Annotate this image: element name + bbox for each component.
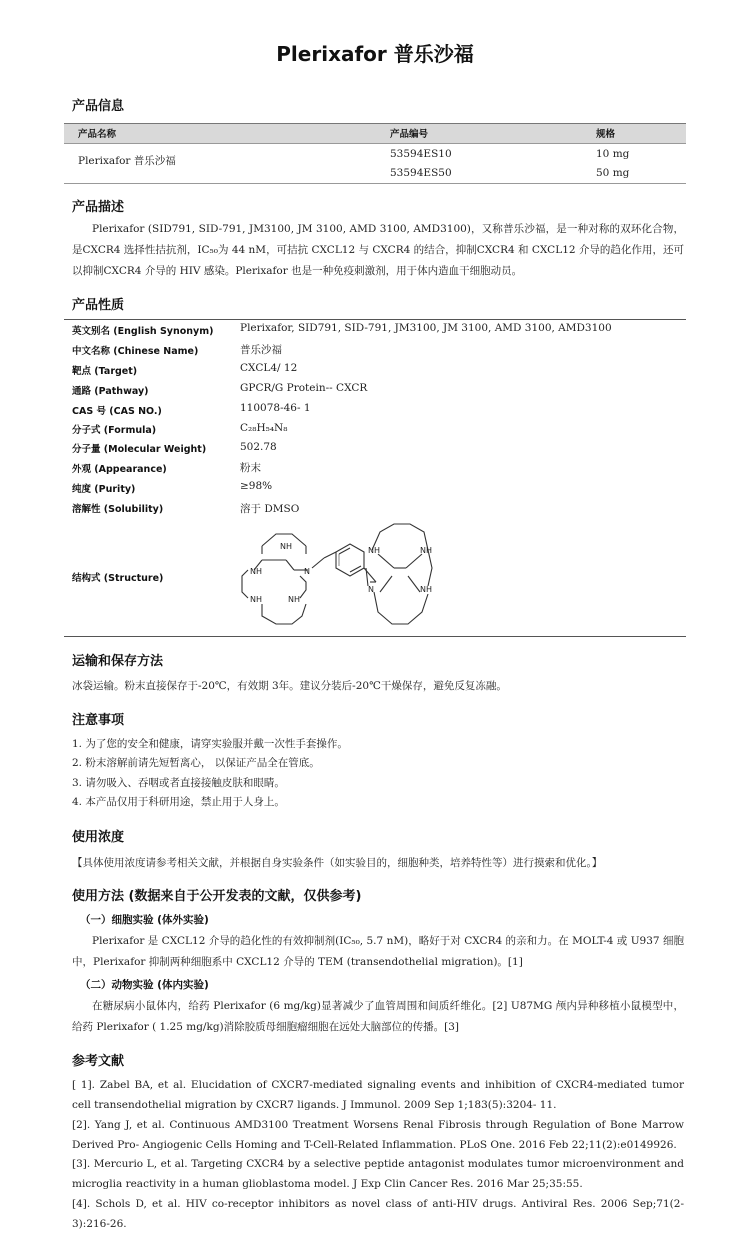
col-header-code: 产品编号 <box>390 129 429 140</box>
prop-label: 靶点 (Target) <box>72 366 138 377</box>
n-atom-label: N <box>368 585 374 594</box>
reference-item: [2]. Yang J, et al. Continuous AMD3100 Treatment Worsens Renal Fibrosis through Regulation of Bone Marrow Derived Pro- Angiogenic Cells Homing and T-Cell-Related Inflammation. PLoS One. 2016 Feb 22;11(2):e0149926. <box>72 1119 684 1151</box>
in-vivo-text: 在糖尿病小鼠体内，给药 Plerixafor (6 mg/kg)显著减少了血管周围和间质纤维化。[2] U87MG 颅内异种移植小鼠模型中，给药 Plerixafor ( 1.25 mg/kg)消除胶质母细胞瘤细胞在远处大脑部位的传播。[3] <box>72 1000 684 1033</box>
note-item: 3. 请勿吸入、吞咽或者直接接触皮肤和眼睛。 <box>72 777 285 789</box>
nh-atom-label: NH <box>420 546 432 555</box>
usage-heading: 使用方法 (数据来自于公开发表的文献，仅供参考) <box>72 889 362 904</box>
product-table-header <box>64 123 686 144</box>
col-header-name: 产品名称 <box>78 129 117 140</box>
prop-label: 英文别名 (English Synonym) <box>72 326 214 337</box>
reference-item: [4]. Schols D, et al. HIV co-receptor inhibitors as novel class of anti-HIV drugs. Antiviral Res. 2006 Sep;71(2-3):216-26. <box>72 1198 684 1230</box>
concentration-heading: 使用浓度 <box>72 830 125 845</box>
in-vitro-text: Plerixafor 是 CXCL12 介导的趋化性的有效抑制剂(IC₅₀, 5.7 nM)，略好于对 CXCR4 的亲和力。在 MOLT-4 或 U937 细胞中，Plerixafor 抑制两种细胞系中 CXCL12 介导的 TEM (transendothelial migration)。[1] <box>72 935 684 968</box>
prop-label: 中文名称 (Chinese Name) <box>72 346 199 357</box>
table-bottom-rule <box>64 183 686 184</box>
product-spec-cell: 50 mg <box>596 167 630 179</box>
structure-label: 结构式 (Structure) <box>72 573 164 584</box>
product-spec-cell: 10 mg <box>596 148 630 160</box>
description-heading: 产品描述 <box>72 200 125 215</box>
prop-value: GPCR/G Protein-- CXCR <box>240 382 368 394</box>
prop-label: 外观 (Appearance) <box>72 464 167 475</box>
product-code-cell: 53594ES10 <box>390 148 452 160</box>
prop-value: 502.78 <box>240 441 277 453</box>
in-vivo-heading: （二）动物实验 (体内实验) <box>80 979 209 991</box>
description-text: Plerixafor (SID791, SID-791, JM3100, JM 3100, AMD 3100, AMD3100)，又称普乐沙福，是一种对称的双环化合物，是CXCR4 选择性拮抗剂，IC₅₀为 44 nM，可拮抗 CXCL12 与 CXCR4 的结合，抑制CXCR4 和 CXCL12 介导的趋化作用，还可以抑制CXCR4 介导的 HIV 感染。Plerixafor 也是一种免疫刺激剂，用于体内造血干细胞动员。 <box>72 223 684 277</box>
prop-label: 通路 (Pathway) <box>72 386 149 397</box>
prop-label: 分子量 (Molecular Weight) <box>72 444 207 455</box>
col-header-spec: 规格 <box>596 129 616 140</box>
product-info-heading: 产品信息 <box>72 99 125 114</box>
prop-value: 溶于 DMSO <box>240 503 300 515</box>
storage-heading: 运输和保存方法 <box>72 654 164 669</box>
prop-label: 溶解性 (Solubility) <box>72 504 164 515</box>
concentration-text: 【具体使用浓度请参考相关文献，并根据自身实验条件（如实验目的，细胞种类，培养特性等）进行摸索和优化。】 <box>72 857 603 869</box>
nh-atom-label: NH <box>368 546 380 555</box>
nh-atom-label: NH <box>280 542 292 551</box>
reference-item: [ 1]. Zabel BA, et al. Elucidation of CXCR7-mediated signaling events and inhibition of CXCR4-mediated tumor cell transendothelial migration by CXCR7 ligands. J Immunol. 2009 Sep 1;183(5):3204- 11. <box>72 1079 684 1111</box>
references-heading: 参考文献 <box>72 1054 125 1069</box>
prop-value: C₂₈H₅₄N₈ <box>240 422 288 434</box>
page-title: Plerixafor 普乐沙福 <box>276 42 474 66</box>
nh-atom-label: NH <box>250 595 262 604</box>
product-code-cell: 53594ES50 <box>390 167 452 179</box>
properties-heading: 产品性质 <box>72 298 125 313</box>
nh-atom-label: NH <box>288 595 300 604</box>
prop-label: 分子式 (Formula) <box>72 425 157 436</box>
in-vitro-heading: （一）细胞实验 (体外实验) <box>80 914 209 926</box>
properties-top-rule <box>64 319 686 320</box>
prop-value: 110078-46- 1 <box>240 402 311 414</box>
prop-label: 纯度 (Purity) <box>72 484 136 495</box>
note-item: 1. 为了您的安全和健康，请穿实验服并戴一次性手套操作。 <box>72 738 348 750</box>
n-atom-label: N <box>304 567 310 576</box>
notes-heading: 注意事项 <box>72 713 125 728</box>
prop-value: Plerixafor, SID791, SID-791, JM3100, JM 3100, AMD 3100, AMD3100 <box>240 322 612 334</box>
chemical-structure-image <box>232 520 452 632</box>
product-name-cell: Plerixafor 普乐沙福 <box>78 155 176 167</box>
prop-label: CAS 号 (CAS NO.) <box>72 406 162 417</box>
prop-value: ≥98% <box>240 480 273 492</box>
note-item: 2. 粉末溶解前请先短暂离心， 以保证产品全在管底。 <box>72 757 320 769</box>
nh-atom-label: NH <box>250 567 262 576</box>
prop-value: 普乐沙福 <box>240 344 282 356</box>
nh-atom-label: NH <box>420 585 432 594</box>
prop-value: 粉末 <box>240 462 261 474</box>
prop-value: CXCL4/ 12 <box>240 362 298 374</box>
properties-bottom-rule <box>64 636 686 637</box>
reference-item: [3]. Mercurio L, et al. Targeting CXCR4 by a selective peptide antagonist modulates tumor microenvironment and microglia reactivity in a human glioblastoma model. J Exp Clin Cancer Res. 2016 Mar 25;35:55. <box>72 1158 684 1190</box>
note-item: 4. 本产品仅用于科研用途，禁止用于人身上。 <box>72 796 285 808</box>
storage-text: 冰袋运输。粉末直接保存于-20℃，有效期 3年。建议分装后-20℃干燥保存，避免反复冻融。 <box>72 680 507 692</box>
